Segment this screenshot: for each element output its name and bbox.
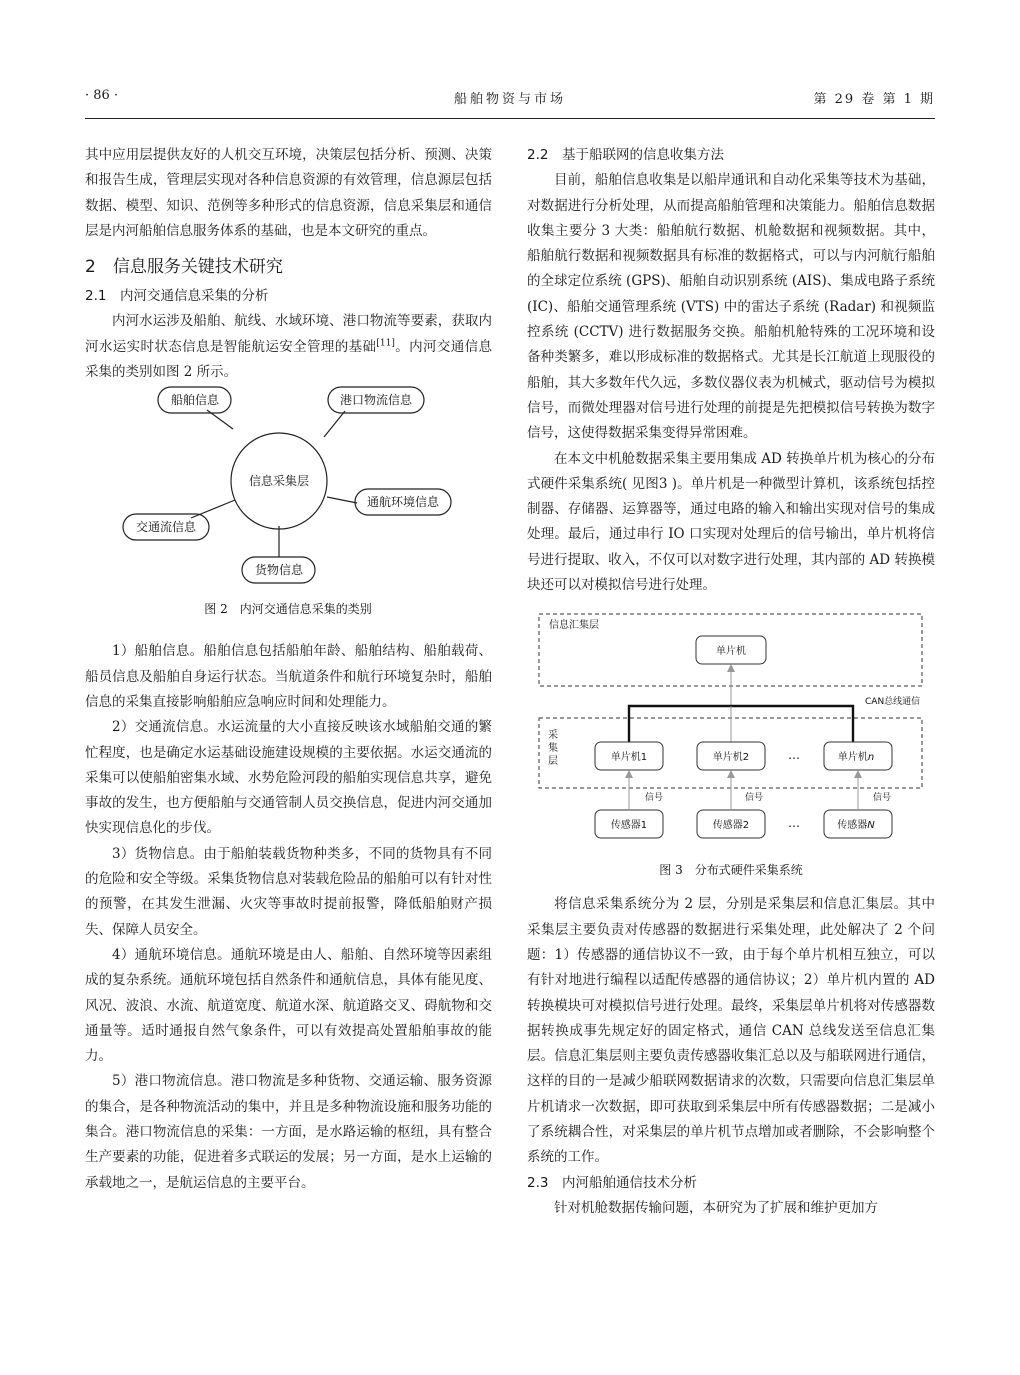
paragraph: 4）通航环境信息。通航环境是由人、船舶、自然环境等因素组成的复杂系统。通航环境包括自然条件和通航信息，具体有能见度、风况、波浪、水流、航道宽度、航道水深、航道路交叉、碍航物和交通量等。适时通报自然气象条件，可以有效提高处置船舶事故的能力。: [85, 946, 492, 1065]
layer-label: 层: [548, 756, 558, 768]
mcu-label: 单片机n: [837, 752, 875, 764]
header-rule: [85, 118, 935, 119]
figure-caption: 图 3 分布式硬件采集系统: [659, 863, 803, 878]
journal-title: 船舶物资与市场: [453, 92, 566, 107]
layer-label: 采: [548, 730, 558, 742]
subsection-heading: 2.2 基于船联网的信息收集方法: [527, 147, 724, 163]
paragraph: 目前，船舶信息收集是以船岸通讯和自动化采集等技术为基础，对数据进行分析处理，从而提高船舶管理和决策能力。船舶信息数据收集主要分 3 大类：船舶航行数据、机舱数据和视频数据。其中，船舶航行数据和视频数据具有标准的数据格式，可以与内河航行船舶的全球定位系统 (GPS)、船舶自动识别系统 (AIS)、集成电路子系统 (IC)、船舶交通管理系统 (VTS) 中的雷达子系统 (Radar) 和视频监控系统 (CCTV) 进行数据服务交换。船舶机舱特殊的工况环境和设备种类繁多，难以形成标准的数据格式。尤其是长江航道上现服役的船舶，其大多数年代久远，多数仪器仪表为机械式，驱动信号为模拟信号，而微处理器对信号进行处理的前提是先把模拟信号转换为数字信号，这使得数据采集变得异常困难。: [527, 172, 935, 442]
layer-label: 信息汇集层: [549, 620, 599, 632]
diagram-node-label: 通航环境信息: [366, 495, 440, 510]
citation: [11]: [376, 338, 395, 349]
paragraph: 在本文中机舱数据采集主要用集成 AD 转换单片机为核心的分布式硬件采集系统( 见图3 )。单片机是一种微型计算机，该系统包括控制器、存储器、运算器等，通过电路的输入和输出实现对信号的集成处理。最后，通过串行 IO 口实现对处理后的信号输出，单片机将信号进行提取、收入，不仅可以对数字进行处理，其内部的 AD 转换模块还可以对模拟信号进行处理。: [527, 450, 935, 594]
volume-issue: 第 29 卷 第 1 期: [813, 92, 935, 107]
signal-label: 信号: [645, 793, 664, 804]
section-heading: 2 信息服务关键技术研究: [85, 257, 283, 278]
subsection-heading: 2.1 内河交通信息采集的分析: [85, 288, 269, 305]
layer-label: 集: [548, 743, 558, 755]
paragraph: 5）港口物流信息。港口物流是多种货物、交通运输、服务资源的集合，是各种物流活动的集中，并且是多种物流设施和服务功能的集合。港口物流信息的采集：一方面，是水路运输的枢纽，具有整合生产要素的功能，促进着多式联运的发展；另一方面，是水上运输的承载地之一，是航运信息的主要平台。: [85, 1073, 492, 1191]
paragraph: [85, 309, 492, 385]
page-header: [85, 86, 935, 108]
sensor-label: 传感器2: [712, 820, 750, 832]
paragraph-text: 。内河交通信息采集的类别如图 2 所示。: [85, 338, 493, 381]
ellipsis: …: [788, 816, 800, 831]
paragraph: 3）货物信息。由于船舶装载货物种类多，不同的货物具有不同的危险和安全等级。采集货物信息对装载危险品的船舶可以有针对性的预警，在其发生泄漏、火灾等事故时提前报警，降低船舶财产损失、保障人员安全。: [85, 845, 492, 938]
diagram-node-label: 货物信息: [254, 563, 304, 578]
diagram-node-label: 港口物流信息: [339, 393, 413, 408]
paragraph: 将信息采集系统分为 2 层，分别是采集层和信息汇集层。其中采集层主要负责对传感器的数据进行采集处理，此处解决了 2 个问题：1）传感器的通信协议不一致，由于每个单片机相互独立，可以有针对地进行编程以适配传感器的通信协议；2）单片机内置的 AD 转换模块可对模拟信号进行处理。最终，采集层单片机将对传感器数据转换成事先规定好的固定格式，通信 CAN 总线发送至信息汇集层。信息汇集层则主要负责传感器收集汇总以及与船联网进行通信，这样的目的一是减少船联网数据请求的次数，只需要向信息汇集层单片机请求一次数据，即可获取到采集层中所有传感器数据；二是减小了系统耦合性，对采集层的单片机节点增加或者删除，不会影响整个系统的工作。: [527, 896, 935, 1166]
ellipsis: …: [788, 748, 800, 763]
sensor-label: 传感器N: [837, 820, 875, 832]
page-number: · 86 ·: [85, 88, 119, 103]
figure-3: [527, 612, 935, 892]
figure-caption: 图 2 内河交通信息采集的类别: [204, 602, 372, 617]
sensor-label: 传感器1: [610, 820, 648, 832]
figure-2-diagram: [85, 385, 492, 621]
subsection-heading: 2.3 内河船舶通信技术分析: [527, 1174, 697, 1191]
right-column: [527, 143, 935, 1221]
paragraph: 2）交通流信息。水运流量的大小直接反映该水域船舶交通的繁忙程度，也是确定水运基础设施建设规模的主要依据。水运交通流的采集可以使船舶密集水域、水势危险河段的船舶实现信息共享，避免事故的发生，也方便船舶与交通管制人员交换信息，促进内河交通加快实现信息化的步伐。: [85, 719, 492, 837]
diagram-node-label: 船舶信息: [170, 393, 220, 408]
mcu-label: 单片机1: [610, 752, 648, 764]
mcu-label: 单片机2: [712, 752, 750, 764]
top-mcu-label: 单片机: [716, 646, 746, 658]
paragraph-text: 内河水运涉及船舶、航线、水域环境、港口物流等要素，获取内河水运实时状态信息是智能航运安全管理的基础: [85, 313, 492, 355]
figure-3-diagram: [527, 612, 935, 892]
diagram-node-label: 交通流信息: [135, 520, 197, 535]
figure-2: [85, 385, 492, 621]
left-column: [85, 143, 492, 1196]
signal-label: 信号: [873, 793, 892, 804]
bus-label: CAN总线通信: [865, 697, 921, 708]
paragraph: 1）船舶信息。船舶信息包括船舶年龄、船舶结构、船舶载荷、船员信息及船舶自身运行状态。当航道条件和航行环境复杂时，船舶信息的采集直接影响船舶应急响应时间和处理能力。: [85, 643, 492, 710]
paragraph: 针对机舱数据传输问题，本研究为了扩展和维护更加方: [554, 1199, 878, 1216]
signal-label: 信号: [745, 793, 764, 804]
diagram-center-label: 信息采集层: [248, 474, 310, 489]
paragraph: 其中应用层提供友好的人机交互环境，决策层包括分析、预测、决策和报告生成，管理层实现对各种信息资源的有效管理，信息源层包括数据、模型、知识、范例等多种形式的信息资源，信息采集层和通信层是内河船舶信息服务体系的基础，也是本文研究的重点。: [85, 147, 492, 239]
